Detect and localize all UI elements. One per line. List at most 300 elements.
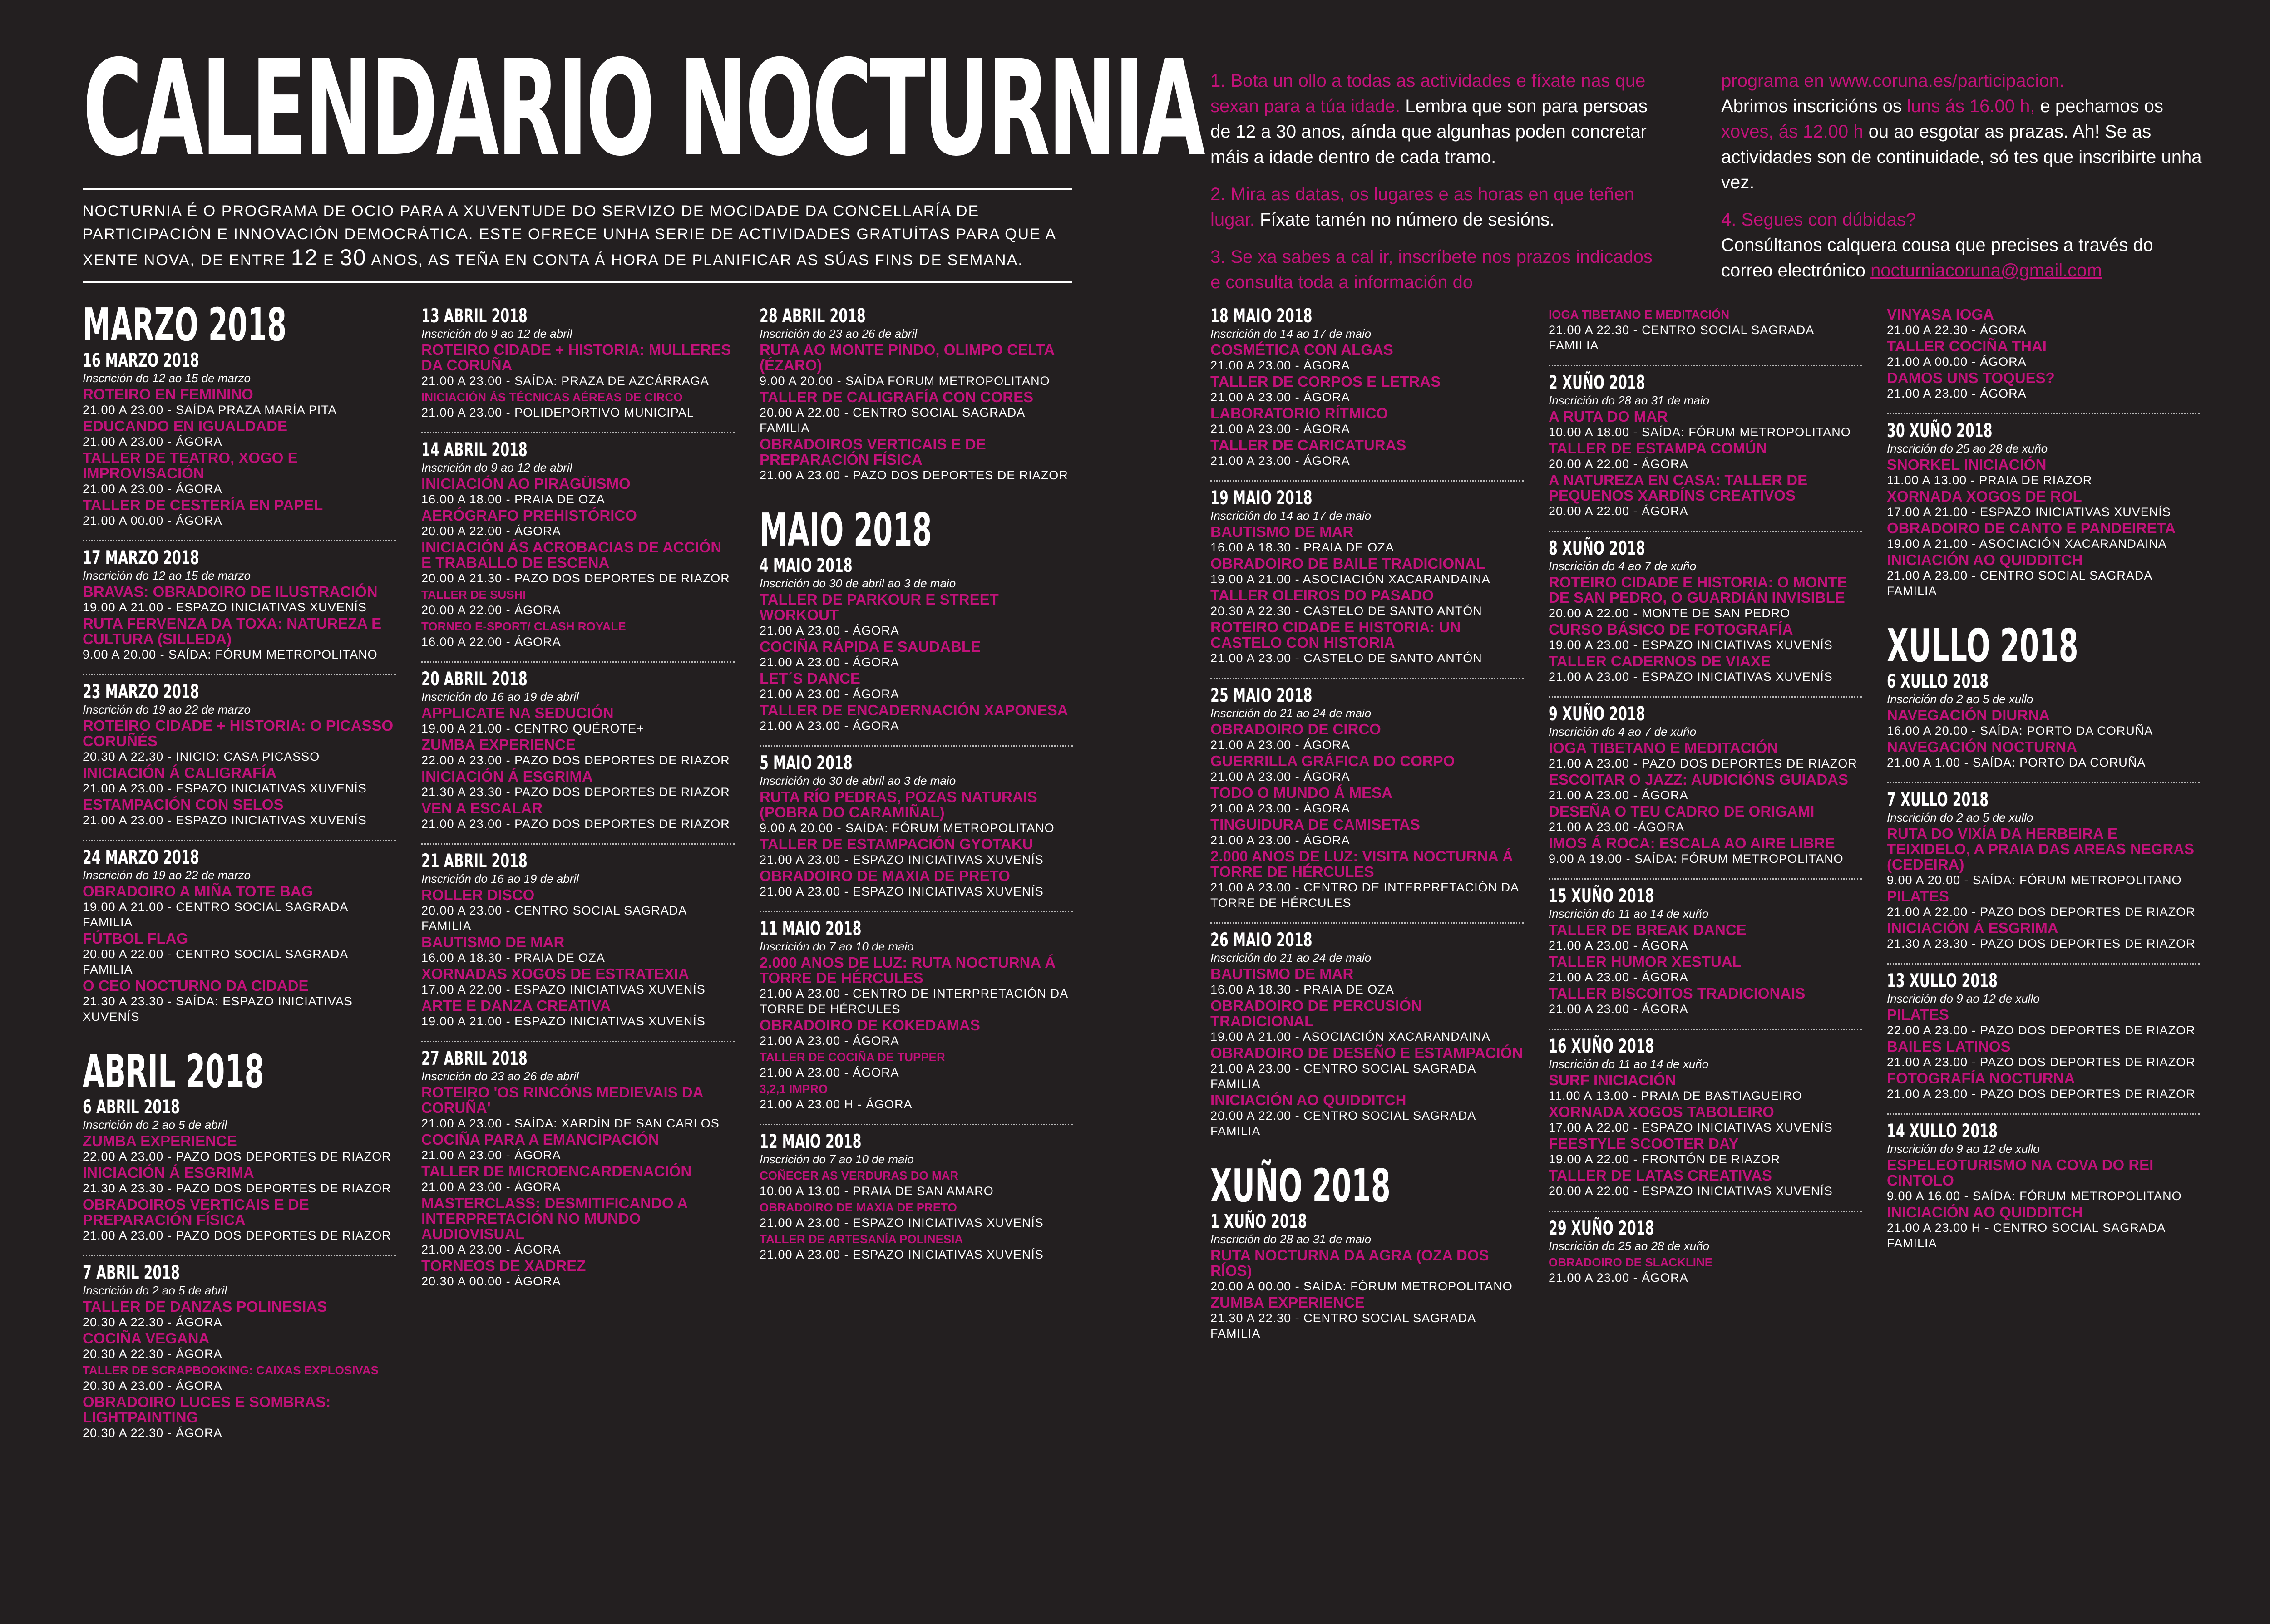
activity-item xyxy=(83,497,396,528)
activity-item xyxy=(1887,920,2200,951)
activity-name: OBRADOIRO DE KOKEDAMAS xyxy=(760,1017,980,1033)
activity-name: BAUTISMO DE MAR xyxy=(1210,523,1354,540)
activity-name: BAILES LATINOS xyxy=(1887,1038,2011,1055)
activity-item xyxy=(1549,740,1862,771)
activity-details: 21.00 A 23.00 H - CENTRO SOCIAL SAGRADA FAMILIA xyxy=(1887,1221,2165,1250)
date-section xyxy=(1887,300,2200,414)
activity-name: FÚTBOL FLAG xyxy=(83,930,188,947)
registration-period: Inscrición do 2 ao 5 de abril xyxy=(83,1284,227,1297)
registration-period: Inscrición do 14 ao 17 de maio xyxy=(1210,327,1372,340)
registration-period: Inscrición do 2 ao 5 de xullo xyxy=(1887,692,2033,706)
activity-details: 22.00 A 23.00 - PAZO DOS DEPORTES DE RIAZOR xyxy=(1887,1024,2196,1037)
activity-name: MASTERCLASS: DESMITIFICANDO A INTERPRETACIÓN NO MUNDO AUDIOVISUAL xyxy=(421,1195,688,1242)
step-3-heading: 3. Se xa sabes a cal ir, inscríbete nos prazos indicados e consulta toda a información do xyxy=(1210,247,1653,292)
activity-item xyxy=(421,801,735,832)
activity-item xyxy=(83,931,396,977)
event-date: 24 MARZO 2018 xyxy=(83,846,199,868)
activity-name: OBRADOIRO A MIÑA TOTE BAG xyxy=(83,883,313,900)
activity-item xyxy=(83,978,396,1024)
activity-name: TALLER CADERNOS DE VIAXE xyxy=(1549,653,1771,669)
activity-details: 11.00 A 13.00 - PRAIA DE BASTIAGUEIRO xyxy=(1549,1089,1802,1102)
calendar-column-6 xyxy=(1887,300,2200,1263)
activity-item xyxy=(1887,489,2200,520)
activity-details: 16.00 A 18.00 - PRAIA DE OZA xyxy=(421,492,605,506)
date-section xyxy=(421,1042,735,1301)
date-section xyxy=(760,747,1073,912)
date-section xyxy=(1887,1115,2200,1263)
activity-item xyxy=(1549,1073,1862,1103)
activity-name: TALLER BISCOITOS TRADICIONAIS xyxy=(1549,985,1806,1002)
registration-period: Inscrición do 2 ao 5 de xullo xyxy=(1887,811,2033,824)
date-section xyxy=(421,663,735,845)
activity-item xyxy=(83,1394,396,1441)
activity-item xyxy=(421,1164,735,1195)
activity-details: 9.00 A 20.00 - SAÍDA: FÓRUM METROPOLITANO xyxy=(1887,873,2182,887)
step-3-text-4: Ah! Se as actividades son de continuidade, só tes que inscribirte unha vez. xyxy=(1721,122,2202,192)
activity-name: LABORATORIO RÍTMICO xyxy=(1210,405,1388,422)
step-1-text: Lembra que son para persoas de 12 a 30 anos, aínda que algunhas poden concretar máis a idade dentro de cada tramo. xyxy=(1210,96,1648,167)
activity-item xyxy=(83,1133,396,1164)
activity-details: 19.00 A 21.00 - CENTRO SOCIAL SAGRADA FAMILIA xyxy=(83,900,348,929)
participation-link[interactable]: programa en www.coruna.es/participacion. xyxy=(1721,71,2064,91)
activity-details: 20.00 A 22.00 - ESPAZO INICIATIVAS XUVENÍS xyxy=(1549,1184,1833,1198)
activity-name: AERÓGRAFO PREHISTÓRICO xyxy=(421,507,637,524)
registration-period: Inscrición do 30 de abril ao 3 de maio xyxy=(760,576,956,590)
activity-details: 21.30 A 23.30 - PAZO DOS DEPORTES DE RIAZOR xyxy=(421,785,730,799)
event-date: 4 MAIO 2018 xyxy=(760,554,853,576)
activity-details: 21.00 A 23.00 - ÁGORA xyxy=(760,624,899,637)
activity-item xyxy=(760,389,1073,436)
activity-item xyxy=(1549,409,1862,440)
event-date: 13 XULLO 2018 xyxy=(1887,969,1998,992)
activity-name: XORNADA XOGOS TABOLEIRO xyxy=(1549,1103,1774,1120)
activity-name: ROTEIRO CIDADE E HISTORIA: O MONTE DE SAN PEDRO, O GUARDIÁN INVISIBLE xyxy=(1549,574,1847,606)
event-date: 6 ABRIL 2018 xyxy=(83,1096,180,1118)
event-date: 13 ABRIL 2018 xyxy=(421,305,528,327)
step-3-text-2: e pechamos os xyxy=(2040,96,2163,116)
activity-item xyxy=(421,1085,735,1131)
activity-item xyxy=(1549,622,1862,653)
activity-item xyxy=(1210,753,1524,784)
date-section xyxy=(1887,665,2200,783)
activity-item xyxy=(1549,1136,1862,1167)
date-section xyxy=(1887,965,2200,1115)
activity-details: 16.00 A 18.30 - PRAIA DE OZA xyxy=(421,951,605,965)
activity-name: OBRADOIRO LUCES E SOMBRAS: LIGHTPAINTING xyxy=(83,1393,331,1426)
intro-divider xyxy=(83,281,1072,283)
activity-details: 17.00 A 22.00 - ESPAZO INICIATIVAS XUVENÍS xyxy=(421,983,706,996)
registration-period: Inscrición do 14 ao 17 de maio xyxy=(1210,509,1372,522)
month-heading: MAIO 2018 xyxy=(760,503,932,556)
activity-details: 21.00 A 23.00 - POLIDEPORTIVO MUNICIPAL xyxy=(421,406,694,419)
activity-name: O CEO NOCTURNO DA CIDADE xyxy=(83,977,309,994)
activity-name: TALLER OLEIROS DO PASADO xyxy=(1210,587,1434,604)
activity-details: 16.00 A 22.00 - ÁGORA xyxy=(421,635,561,649)
event-date: 7 ABRIL 2018 xyxy=(83,1261,180,1284)
activity-name: COCIÑA RÁPIDA E SAUDABLE xyxy=(760,638,981,655)
activity-details: 21.00 A 23.00 - ÁGORA xyxy=(1210,422,1350,436)
activity-details: 21.00 A 22.30 - ÁGORA xyxy=(1887,323,2027,337)
activity-name: FEESTYLE SCOOTER DAY xyxy=(1549,1135,1739,1152)
activity-item xyxy=(83,1331,396,1362)
activity-item xyxy=(1210,1093,1524,1139)
registration-period: Inscrición do 2 ao 5 de abril xyxy=(83,1118,227,1132)
activity-details: 21.00 A 22.30 - CENTRO SOCIAL SAGRADA FAMILIA xyxy=(1549,323,1814,352)
date-section xyxy=(1887,783,2200,965)
activity-item xyxy=(1210,1248,1524,1294)
activity-details: 21.00 A 23.00 - CENTRO SOCIAL SAGRADA FAMILIA xyxy=(1210,1062,1476,1091)
registration-period: Inscrición do 9 ao 12 de abril xyxy=(421,461,572,474)
activity-details: 21.00 A 23.00 - ESPAZO INICIATIVAS XUVENÍS xyxy=(83,782,367,795)
registration-period: Inscrición do 16 ao 19 de abril xyxy=(421,690,579,704)
activity-item xyxy=(83,884,396,930)
activity-name: COCIÑA VEGANA xyxy=(83,1330,210,1347)
activity-name: TALLER DE PARKOUR E STREET WORKOUT xyxy=(760,591,999,623)
registration-period: Inscrición do 25 ao 28 de xuño xyxy=(1549,1239,1710,1253)
month-heading: ABRIL 2018 xyxy=(83,1045,264,1098)
activity-name: ZUMBA EXPERIENCE xyxy=(421,736,576,753)
activity-item xyxy=(760,639,1073,670)
event-date: 2 XUÑO 2018 xyxy=(1549,371,1645,394)
activity-item xyxy=(1210,588,1524,619)
activity-item xyxy=(1549,472,1862,519)
activity-details: 16.00 A 18.30 - PRAIA DE OZA xyxy=(1210,541,1394,554)
activity-name: RUTA DO VIXÍA DA HERBEIRA E TEIXIDELO, A PRAIA DAS AREAS NEGRAS (CEDEIRA) xyxy=(1887,825,2195,873)
activity-name: GUERRILLA GRÁFICA DO CORPO xyxy=(1210,753,1455,769)
activity-name: ROTEIRO CIDADE + HISTORIA: O PICASSO CORUÑÉS xyxy=(83,717,394,749)
activity-details: 9.00 A 16.00 - SAÍDA: FÓRUM METROPOLITANO xyxy=(1887,1189,2182,1203)
activity-details: 21.00 A 23.00 - ÁGORA xyxy=(1210,454,1350,468)
registration-period: Inscrición do 23 ao 26 de abril xyxy=(760,327,917,340)
activity-item xyxy=(421,769,735,800)
month-heading: XULLO 2018 xyxy=(1887,619,2078,672)
activity-item xyxy=(1549,1104,1862,1135)
activity-name: IOGA TIBETANO E MEDITACIÓN xyxy=(1549,739,1778,756)
activity-details: 17.00 A 21.00 - ESPAZO INICIATIVAS XUVENÍS xyxy=(1887,505,2171,519)
activity-name: TALLER DE MICROENCARDENACIÓN xyxy=(421,1163,692,1180)
activity-item xyxy=(1887,1157,2200,1204)
activity-details: 21.00 A 23.00 - PAZO DOS DEPORTES DE RIAZOR xyxy=(421,817,730,831)
intro-text xyxy=(83,200,1072,272)
activity-details: 21.30 A 23.30 - PAZO DOS DEPORTES DE RIAZOR xyxy=(83,1181,391,1195)
activity-item xyxy=(760,342,1073,389)
activity-details: 20.00 A 22.00 - CENTRO SOCIAL SAGRADA FAMILIA xyxy=(1210,1109,1476,1138)
activity-details: 19.00 A 22.00 - FRONTÓN DE RIAZOR xyxy=(1549,1152,1781,1166)
step-3-text-3: ou ao esgotar as prazas. xyxy=(1868,122,2068,142)
close-time: xoves, ás 12.00 h xyxy=(1721,122,1864,142)
activity-item xyxy=(1549,1255,1862,1285)
date-section xyxy=(83,541,396,675)
activity-name: OBRADOIRO DE PERCUSIÓN TRADICIONAL xyxy=(1210,997,1422,1029)
activity-item xyxy=(1887,1039,2200,1070)
event-date: 23 MARZO 2018 xyxy=(83,680,199,703)
activity-details: 20.00 A 22.00 - ÁGORA xyxy=(421,524,561,538)
date-section xyxy=(1210,679,1524,924)
intro-text-2: ANOS, AS TEÑA EN CONTA Á HORA DE PLANIFICAR AS SÚAS FINS DE SEMANA. xyxy=(371,251,1023,269)
activity-item xyxy=(1887,339,2200,369)
activity-item xyxy=(1887,521,2200,551)
activity-item xyxy=(421,1196,735,1257)
activity-item xyxy=(1887,1007,2200,1038)
activity-item xyxy=(1549,986,1862,1017)
event-date: 17 MARZO 2018 xyxy=(83,546,199,569)
activity-details: 21.00 A 23.00 - ÁGORA xyxy=(421,1148,561,1162)
activity-details: 21.00 A 23.00 - PAZO DOS DEPORTES DE RIAZOR xyxy=(1549,757,1857,770)
month-heading: XUÑO 2018 xyxy=(1210,1159,1391,1212)
activity-details: 21.00 A 23.00 - ESPAZO INICIATIVAS XUVENÍS xyxy=(83,813,367,827)
activity-item xyxy=(1210,1045,1524,1092)
activity-details: 21.00 A 23.00 - PAZO DOS DEPORTES DE RIAZOR xyxy=(83,1229,391,1242)
activity-item xyxy=(760,837,1073,867)
activity-item xyxy=(1210,342,1524,373)
title-divider xyxy=(83,188,1072,190)
date-section xyxy=(83,675,396,841)
activity-item xyxy=(421,587,735,618)
activity-item xyxy=(1549,954,1862,985)
activity-item xyxy=(1210,817,1524,848)
activity-details: 21.00 A 23.00 - ÁGORA xyxy=(1210,802,1350,815)
activity-item xyxy=(1210,785,1524,816)
event-date: 19 MAIO 2018 xyxy=(1210,487,1313,509)
activity-name: TALLER DE TEATRO, XOGO E IMPROVISACIÓN xyxy=(83,449,298,482)
activity-name: ESPELEOTURISMO NA COVA DO REI CINTOLO xyxy=(1887,1156,2154,1189)
activity-name: OBRADOIRO DE MAXIA DE PRETO xyxy=(760,1201,957,1214)
activity-name: NAVEGACIÓN DIURNA xyxy=(1887,707,2050,723)
activity-details: 21.00 A 23.00 - CASTELO DE SANTO ANTÓN xyxy=(1210,651,1482,665)
activity-name: LET´S DANCE xyxy=(760,670,860,687)
activity-details: 21.00 A 23.00 - SAÍDA: PRAZA DE AZCÁRRAGA xyxy=(421,374,709,388)
activity-details: 21.00 A 23.00 - ESPAZO INICIATIVAS XUVENÍS xyxy=(760,1216,1044,1230)
activity-name: INICIACIÓN Á CALIGRAFÍA xyxy=(83,764,277,781)
activity-name: OBRADOIROS VERTICAIS E DE PREPARACIÓN FÍSICA xyxy=(83,1196,309,1228)
age-to: 30 xyxy=(340,245,367,270)
activity-details: 21.00 A 23.00 - CENTRO DE INTERPRETACIÓN DA TORRE DE HÉRCULES xyxy=(760,987,1068,1016)
date-section xyxy=(83,1091,396,1256)
activity-details: 19.00 A 21.00 - CENTRO QUÉROTE+ xyxy=(421,722,644,735)
activity-details: 21.00 A 23.00 -ÁGORA xyxy=(1549,820,1685,834)
registration-period: Inscrición do 9 ao 12 de xullo xyxy=(1887,1142,2040,1156)
event-date: 21 ABRIL 2018 xyxy=(421,850,528,872)
activity-item xyxy=(421,476,735,507)
activity-name: TALLER DE SCRAPBOOKING: CAIXAS EXPLOSIVAS xyxy=(83,1363,379,1377)
activity-details: 19.00 A 23.00 - ESPAZO INICIATIVAS XUVENÍS xyxy=(1549,638,1833,652)
step-1-heading: 1. Bota un ollo a todas as actividades e fíxate nas que sexan para a túa idade. xyxy=(1210,71,1646,116)
activity-name: INICIACIÓN AO QUIDDITCH xyxy=(1887,1204,2083,1220)
age-from: 12 xyxy=(291,245,318,270)
activity-name: ARTE E DANZA CREATIVA xyxy=(421,997,611,1014)
date-section xyxy=(1549,1030,1862,1212)
registration-period: Inscrición do 19 ao 22 de marzo xyxy=(83,703,251,716)
event-date: 20 ABRIL 2018 xyxy=(421,668,528,690)
event-date: 16 XUÑO 2018 xyxy=(1549,1035,1654,1057)
event-date: 1 XUÑO 2018 xyxy=(1210,1210,1307,1232)
activity-details: 21.00 A 23.00 - PAZO DOS DEPORTES DE RIAZOR xyxy=(760,468,1068,482)
date-section xyxy=(1549,300,1862,366)
calendar-column-1 xyxy=(83,300,396,1452)
activity-details: 22.00 A 23.00 - PAZO DOS DEPORTES DE RIAZOR xyxy=(421,753,730,767)
activity-details: 21.00 A 23.00 - ÁGORA xyxy=(1549,970,1688,984)
instructions-right xyxy=(1721,68,2202,295)
date-section xyxy=(760,549,1073,747)
activity-name: RUTA RÍO PEDRAS, POZAS NATURAIS (POBRA DO CARAMIÑAL) xyxy=(760,788,1037,821)
activity-details: 19.00 A 21.00 - ESPAZO INICIATIVAS XUVENÍS xyxy=(83,600,367,614)
activity-name: TORNEO E-SPORT/ CLASH ROYALE xyxy=(421,620,626,633)
activity-name: DAMOS UNS TOQUES? xyxy=(1887,369,2055,386)
activity-name: BRAVAS: OBRADOIRO DE ILUSTRACIÓN xyxy=(83,583,378,600)
activity-item xyxy=(83,765,396,796)
activity-details: 21.30 A 22.30 - CENTRO SOCIAL SAGRADA FAMILIA xyxy=(1210,1311,1476,1340)
activity-name: INICIACIÓN Á ESGRIMA xyxy=(83,1164,254,1181)
activity-details: 21.00 A 23.00 - ÁGORA xyxy=(1210,738,1350,752)
activity-name: OBRADOIRO DE DESEÑO E ESTAMPACIÓN xyxy=(1210,1044,1523,1061)
activity-name: PILATES xyxy=(1887,888,1949,905)
open-time: luns ás 16.00 h, xyxy=(1907,96,2035,116)
activity-details: 19.00 A 21.00 - ASOCIACIÓN XACARANDAINA xyxy=(1210,1030,1490,1043)
date-section xyxy=(760,1125,1073,1274)
activity-name: PILATES xyxy=(1887,1006,1949,1023)
activity-item xyxy=(1549,922,1862,953)
activity-item xyxy=(421,389,735,420)
activity-name: TINGUIDURA DE CAMISETAS xyxy=(1210,816,1420,833)
activity-name: ROTEIRO CIDADE + HISTORIA: MULLERES DA CORUÑA xyxy=(421,341,731,374)
activity-details: 21.00 A 1.00 - SAÍDA: PORTO DA CORUÑA xyxy=(1887,756,2146,769)
activity-details: 21.00 A 23.00 - ÁGORA xyxy=(1210,770,1350,783)
activity-item xyxy=(1210,524,1524,555)
activity-name: TALLER DE LATAS CREATIVAS xyxy=(1549,1167,1772,1184)
activity-details: 20.30 A 22.30 - ÁGORA xyxy=(83,1347,222,1361)
registration-period: Inscrición do 16 ao 19 de abril xyxy=(421,872,579,886)
activity-details: 21.00 A 23.00 - ÁGORA xyxy=(760,1066,899,1079)
calendar-column-3 xyxy=(760,300,1073,1274)
date-section xyxy=(1549,880,1862,1030)
registration-period: Inscrición do 11 ao 14 de xuño xyxy=(1549,907,1709,920)
activity-item xyxy=(760,437,1073,483)
activity-name: TALLER DE DANZAS POLINESIAS xyxy=(83,1298,327,1315)
step-2-text: Fíxate tamén no número de sesións. xyxy=(1259,210,1555,230)
activity-details: 20.30 A 23.00 - ÁGORA xyxy=(83,1379,222,1393)
registration-period: Inscrición do 21 ao 24 de maio xyxy=(1210,951,1372,965)
month-heading: MARZO 2018 xyxy=(83,298,287,351)
activity-name: RUTA AO MONTE PINDO, OLIMPO CELTA (ÉZARO) xyxy=(760,341,1054,374)
activity-name: BAUTISMO DE MAR xyxy=(1210,965,1354,982)
activity-details: 21.00 A 23.00 - ÁGORA xyxy=(760,1034,899,1048)
activity-details: 21.00 A 23.00 - ÁGORA xyxy=(1210,359,1350,372)
activity-name: INICIACIÓN ÁS ACROBACIAS DE ACCIÓN E TRABALLO DE ESCENA xyxy=(421,539,722,571)
activity-item xyxy=(421,1258,735,1289)
activity-name: 2.000 ANOS DE LUZ: RUTA NOCTURNA Á TORRE DE HÉRCULES xyxy=(760,954,1056,986)
activity-item xyxy=(1210,998,1524,1044)
activity-item xyxy=(421,998,735,1029)
activity-item xyxy=(83,718,396,764)
activity-name: TALLER HUMOR XESTUAL xyxy=(1549,953,1742,970)
activity-name: CURSO BÁSICO DE FOTOGRAFÍA xyxy=(1549,621,1793,638)
activity-details: 19.00 A 21.00 - ASOCIACIÓN XACARANDAINA xyxy=(1210,572,1490,586)
activity-name: FOTOGRAFÍA NOCTURNA xyxy=(1887,1070,2075,1087)
activity-details: 16.00 A 18.30 - PRAIA DE OZA xyxy=(1210,983,1394,996)
activity-details: 21.00 A 23.00 - PAZO DOS DEPORTES DE RIAZOR xyxy=(1887,1087,2196,1101)
activity-details: 21.30 A 23.30 - PAZO DOS DEPORTES DE RIAZOR xyxy=(1887,937,2196,950)
activity-details: 9.00 A 20.00 - SAÍDA: FÓRUM METROPOLITANO xyxy=(83,648,378,661)
activity-details: 21.00 A 23.00 - ÁGORA xyxy=(83,435,222,448)
activity-name: COÑECER AS VERDURAS DO MAR xyxy=(760,1169,959,1182)
activity-details: 21.00 A 23.00 - ESPAZO INICIATIVAS XUVENÍS xyxy=(760,1248,1044,1261)
activity-item xyxy=(1210,966,1524,997)
activity-item xyxy=(760,1049,1073,1080)
activity-item xyxy=(83,1197,396,1243)
activity-details: 21.00 A 23.00 - CENTRO DE INTERPRETACIÓN DA TORRE DE HÉRCULES xyxy=(1210,881,1519,910)
activity-name: OBRADOIROS VERTICAIS E DE PREPARACIÓN FÍSICA xyxy=(760,436,986,468)
event-date: 16 MARZO 2018 xyxy=(83,349,199,371)
activity-details: 20.30 A 22.30 - CASTELO DE SANTO ANTÓN xyxy=(1210,604,1482,618)
activity-name: VINYASA IOGA xyxy=(1887,306,1994,323)
activity-item xyxy=(1549,772,1862,803)
registration-period: Inscrición do 9 ao 12 de xullo xyxy=(1887,992,2040,1005)
activity-item xyxy=(1549,1168,1862,1199)
activity-name: ZUMBA EXPERIENCE xyxy=(83,1132,237,1149)
activity-details: 21.00 A 23.00 - ÁGORA xyxy=(760,719,899,733)
activity-item xyxy=(421,540,735,586)
activity-details: 21.30 A 23.30 - SAÍDA: ESPAZO INICIATIVAS XUVENÍS xyxy=(83,994,353,1024)
date-section xyxy=(1210,300,1524,482)
contact-email-link[interactable]: nocturniacoruna@gmail.com xyxy=(1870,261,2102,281)
activity-details: 21.00 A 23.00 - ÁGORA xyxy=(1549,788,1688,802)
activity-item xyxy=(760,955,1073,1017)
activity-item xyxy=(83,797,396,828)
activity-item xyxy=(760,1081,1073,1112)
activity-name: COCIÑA PARA A EMANCIPACIÓN xyxy=(421,1131,659,1148)
date-section xyxy=(760,300,1073,495)
activity-name: EDUCANDO EN IGUALDADE xyxy=(83,418,288,434)
registration-period: Inscrición do 12 ao 15 de marzo xyxy=(83,569,251,582)
activity-details: 21.00 A 23.00 - ÁGORA xyxy=(1210,390,1350,404)
activity-name: INICIACIÓN AO QUIDDITCH xyxy=(1210,1092,1406,1108)
activity-details: 21.00 A 23.00 - ÁGORA xyxy=(1210,833,1350,847)
activity-item xyxy=(421,966,735,997)
activity-item xyxy=(83,1363,396,1393)
activity-name: VEN A ESCALAR xyxy=(421,800,543,817)
activity-details: 9.00 A 20.00 - SAÍDA: FÓRUM METROPOLITANO xyxy=(760,821,1055,835)
date-section xyxy=(421,300,735,433)
calendar-column-4 xyxy=(1210,300,1524,1353)
activity-name: BAUTISMO DE MAR xyxy=(421,934,565,950)
activity-details: 21.00 A 23.00 - ESPAZO INICIATIVAS XUVENÍS xyxy=(760,885,1044,898)
activity-name: TORNEOS DE XADREZ xyxy=(421,1257,586,1274)
activity-details: 19.00 A 21.00 - ESPAZO INICIATIVAS XUVENÍS xyxy=(421,1014,706,1028)
activity-name: OBRADOIRO DE SLACKLINE xyxy=(1549,1255,1713,1269)
registration-period: Inscrición do 23 ao 26 de abril xyxy=(421,1069,579,1083)
date-section xyxy=(83,1256,396,1452)
activity-name: TALLER DE BREAK DANCE xyxy=(1549,921,1747,938)
registration-period: Inscrición do 4 ao 7 de xuño xyxy=(1549,725,1697,738)
activity-name: INICIACIÓN Á ESGRIMA xyxy=(421,768,593,785)
activity-name: SURF INICIACIÓN xyxy=(1549,1072,1676,1088)
activity-item xyxy=(760,1018,1073,1048)
activity-name: TALLER DE SUSHI xyxy=(421,588,526,601)
activity-item xyxy=(83,1165,396,1196)
activity-name: TALLER DE ESTAMPA COMÚN xyxy=(1549,440,1767,457)
activity-name: ROTEIRO EN FEMININO xyxy=(83,386,253,403)
activity-name: IMOS Á ROCA: ESCALA AO AIRE LIBRE xyxy=(1549,835,1835,851)
activity-name: NAVEGACIÓN NOCTURNA xyxy=(1887,738,2078,755)
activity-details: 20.00 A 22.00 - ÁGORA xyxy=(1549,457,1688,471)
activity-details: 21.00 A 23.00 - ÁGORA xyxy=(1549,1271,1688,1284)
activity-name: TALLER DE ARTESANÍA POLINESIA xyxy=(760,1232,963,1246)
activity-name: SNORKEL INICIACIÓN xyxy=(1887,456,2047,473)
date-section xyxy=(1549,698,1862,880)
intro-text-1: NOCTURNIA É O PROGRAMA DE OCIO PARA A XUVENTUDE DO SERVIZO DE MOCIDADE DA CONCELLARÍA DE PARTICIPACIÓN E INNOVACIÓN DEMOCRÁTICA. ESTE OFRECE UNHA SERIE DE ACTIVIDADES GRATUÍTAS PARA QUE A XENTE NOVA, DE ENTRE xyxy=(83,202,1056,269)
activity-name: TALLER DE ESTAMPACIÓN GYOTAKU xyxy=(760,836,1033,852)
activity-item xyxy=(421,342,735,389)
